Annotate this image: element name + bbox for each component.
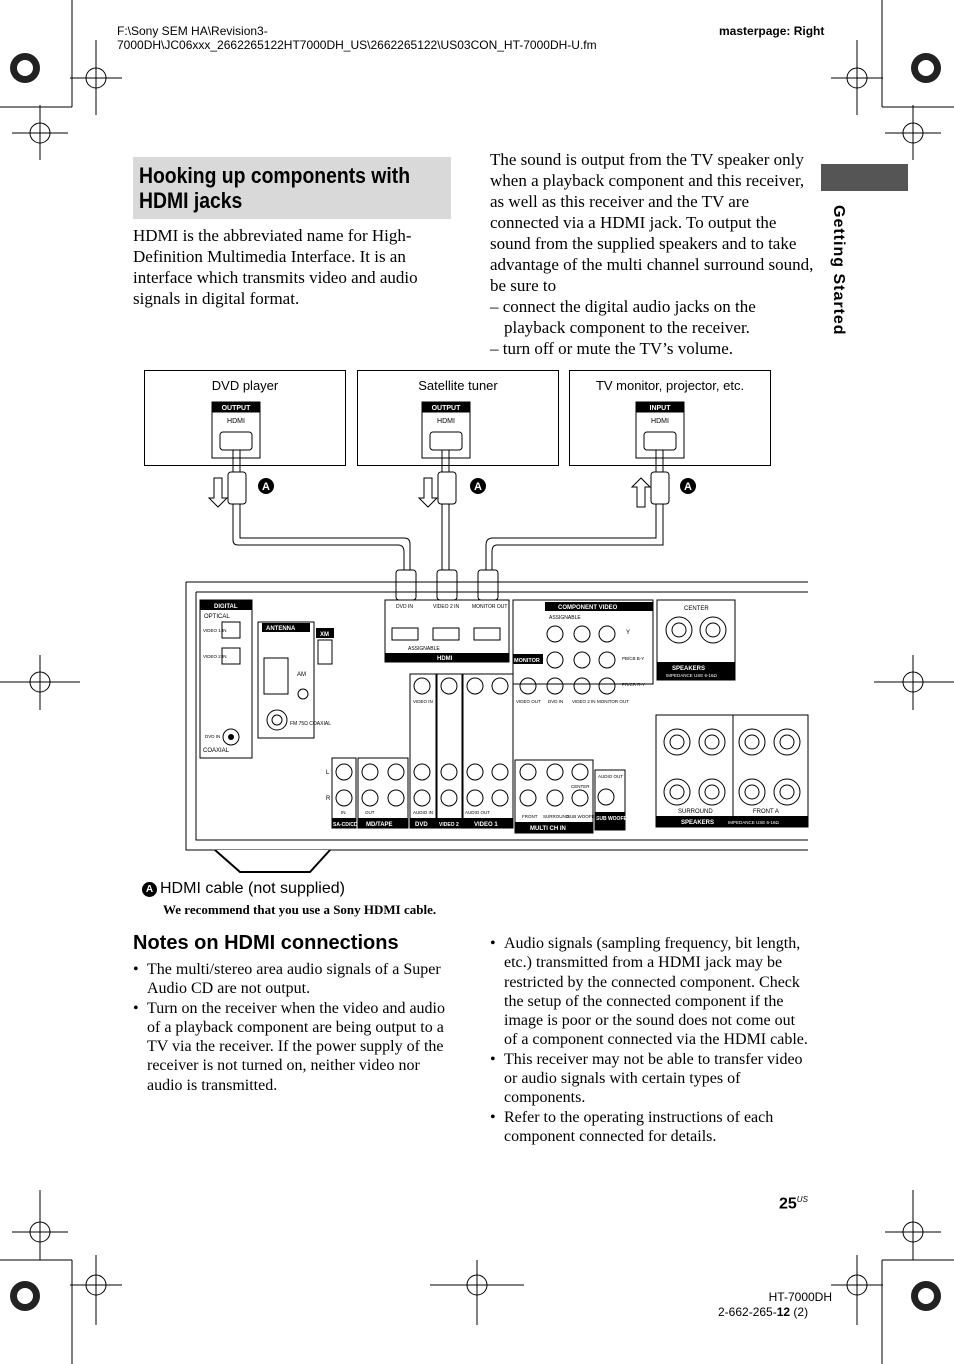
label-sub-small: SUB WOOFER — [567, 814, 598, 819]
label-optical: OPTICAL — [204, 614, 230, 620]
page-number — [779, 1195, 808, 1213]
cable-marker-icon: A — [142, 882, 157, 897]
intro-paragraph: HDMI is the abbreviated name for High-Definition Multimedia Interface. It is an interface which transmits video and audio signals in digital format. — [133, 226, 418, 308]
label-r-left: R — [326, 796, 331, 802]
label-antenna: ANTENNA — [266, 626, 296, 632]
notes-title: Notes on HDMI connections — [133, 932, 399, 954]
label-assignable: ASSIGNABLE — [408, 646, 440, 652]
label-front-a: FRONT A — [753, 809, 779, 815]
label-monitor: MONITOR — [514, 658, 540, 664]
footer-code-suffix: (2) — [790, 1305, 809, 1319]
label-pb: PB/CB B-Y — [622, 656, 645, 661]
recommend-note: We recommend that you use a Sony HDMI cable. — [163, 902, 437, 917]
notes-list-right — [490, 934, 810, 1146]
hdmi-cables — [233, 450, 663, 570]
file-path-line2: 7000DH\JC06xxx_2662265122HT7000DH_US\2662265122\US03CON_HT-7000DH-U.fm — [117, 38, 597, 52]
label-hdmi: HDMI — [437, 656, 453, 662]
label-surround: SURROUND — [678, 809, 713, 815]
footer-code — [718, 1305, 808, 1319]
label-audio-in: AUDIO IN — [413, 810, 434, 815]
note-item: • Turn on the receiver when the video and audio of a playback component are being output to a TV via the receiver. If the power supply of the receiver is not turned on, neither video nor audio is transmitted. — [133, 999, 453, 1095]
label-pr: PR/CR R-Y — [622, 682, 646, 687]
label-audio-out: AUDIO OUT — [598, 774, 624, 779]
cable-legend-text: HDMI cable (not supplied) — [160, 880, 345, 897]
label-video2-in: VIDEO 2 IN — [203, 654, 227, 659]
footer-code-bold: 12 — [776, 1305, 791, 1319]
svg-text:A: A — [262, 481, 270, 493]
label-center-small: CENTER — [571, 784, 590, 789]
label-impedance-center: IMPEDANCE USE 6-16Ω — [666, 673, 717, 678]
right-intro-paragraph: The sound is output from the TV speaker only when a playback component and this receiver, as well as this receiver and the TV are connected via a HDMI jack. To output the sound from the supplied speakers and to take advantage of the multi channel surround sound, be sure to — [490, 150, 814, 295]
note-item: • The multi/stereo area audio signals of a Super Audio CD are not output. — [133, 960, 453, 999]
label-comp-assignable: ASSIGNABLE — [549, 615, 581, 621]
page-number-value: 25 — [779, 1195, 797, 1213]
jack-label-dvd: OUTPUT — [221, 405, 251, 412]
label-dvd-in-c: DVD IN — [548, 699, 564, 704]
label-out: OUT — [365, 810, 375, 815]
label-component-video: COMPONENT VIDEO — [558, 605, 618, 611]
footer-code-prefix: 2-662-265- — [718, 1305, 777, 1319]
page-number-suffix: US — [796, 1195, 808, 1204]
label-impedance-main: IMPEDANCE USE 6-16Ω — [728, 820, 779, 825]
label-sa-cd: SA-CD/CD — [333, 822, 358, 828]
cable-legend — [142, 880, 345, 898]
label-video1-in: VIDEO 1 IN — [203, 628, 227, 633]
label-speakers-center: SPEAKERS — [672, 666, 706, 672]
chapter-tab-label: Getting Started — [830, 205, 847, 336]
jack-sub-dvd: HDMI — [227, 418, 245, 425]
section-title-line2: HDMI jacks — [139, 188, 243, 213]
component-name: DVD player — [211, 378, 279, 393]
label-center: CENTER — [684, 606, 709, 612]
svg-text:A: A — [474, 481, 482, 493]
label-dvd: DVD — [415, 822, 428, 828]
note-item: • This receiver may not be able to transfer video or audio signals with certain types of components. — [490, 1050, 810, 1108]
label-hdmi-dvd-in: DVD IN — [396, 604, 413, 610]
label-in: IN — [341, 810, 346, 815]
label-dvd-in: DVD IN — [205, 734, 221, 739]
component-name: Satellite tuner — [418, 378, 498, 393]
label-monitor-out-c: MONITOR OUT — [597, 699, 629, 704]
notes-list-left — [133, 960, 453, 1095]
label-speakers-main: SPEAKERS — [681, 820, 715, 826]
label-md-tape: MD/TAPE — [366, 822, 393, 828]
dash-item-2: – turn off or mute the TV’s volume. — [490, 339, 734, 358]
label-video1: VIDEO 1 — [474, 822, 498, 828]
label-hdmi-monitor-out: MONITOR OUT — [472, 604, 508, 610]
jack-label-sat: OUTPUT — [431, 405, 461, 412]
label-multi-ch-in: MULTI CH IN — [530, 826, 566, 832]
label-fm: FM 75Ω COAXIAL — [290, 721, 331, 727]
note-item: • Audio signals (sampling frequency, bit length, etc.) transmitted from a HDMI jack may be restricted by the connected component. Check the setup of the connected component if the image is poor or the sound does not come out of a component connected via the HDMI cable. — [490, 934, 810, 1050]
label-audio-out-v1: AUDIO OUT — [465, 810, 491, 815]
label-surround-small: SURROUND — [543, 814, 570, 819]
svg-text:A: A — [684, 481, 692, 493]
label-y: Y — [626, 630, 631, 636]
component-name: TV monitor, projector, etc. — [595, 378, 745, 393]
jack-sub-tv: HDMI — [651, 418, 669, 425]
label-coaxial: COAXIAL — [203, 748, 230, 754]
label-video-in: VIDEO IN — [413, 699, 433, 704]
footer-model: HT-7000DH — [768, 1290, 832, 1304]
label-hdmi-video2-in: VIDEO 2 IN — [433, 604, 460, 610]
label-video-out: VIDEO OUT — [516, 699, 541, 704]
label-video2-in-c: VIDEO 2 IN — [572, 699, 596, 704]
dash-item-1: – connect the digital audio jacks on the playback component to the receiver. — [490, 297, 756, 337]
label-sub-woofer: SUB WOOFER — [596, 816, 631, 822]
label-am: AM — [297, 672, 306, 678]
label-l-left: L — [326, 770, 330, 776]
label-digital: DIGITAL — [214, 604, 238, 610]
masterpage-label: masterpage: Right — [719, 24, 825, 38]
label-front: FRONT — [522, 814, 538, 819]
note-item: • Refer to the operating instructions of each component connected for details. — [490, 1108, 810, 1147]
cable-marker-a — [258, 478, 696, 494]
section-title-line1: Hooking up components with — [139, 163, 411, 188]
jack-label-tv: INPUT — [649, 405, 671, 412]
file-path-line1: F:\Sony SEM HA\Revision3- — [117, 24, 268, 38]
jack-sub-sat: HDMI — [437, 418, 455, 425]
label-video2: VIDEO 2 — [439, 822, 459, 828]
signal-arrows — [209, 478, 650, 507]
label-xm: XM — [320, 632, 329, 638]
